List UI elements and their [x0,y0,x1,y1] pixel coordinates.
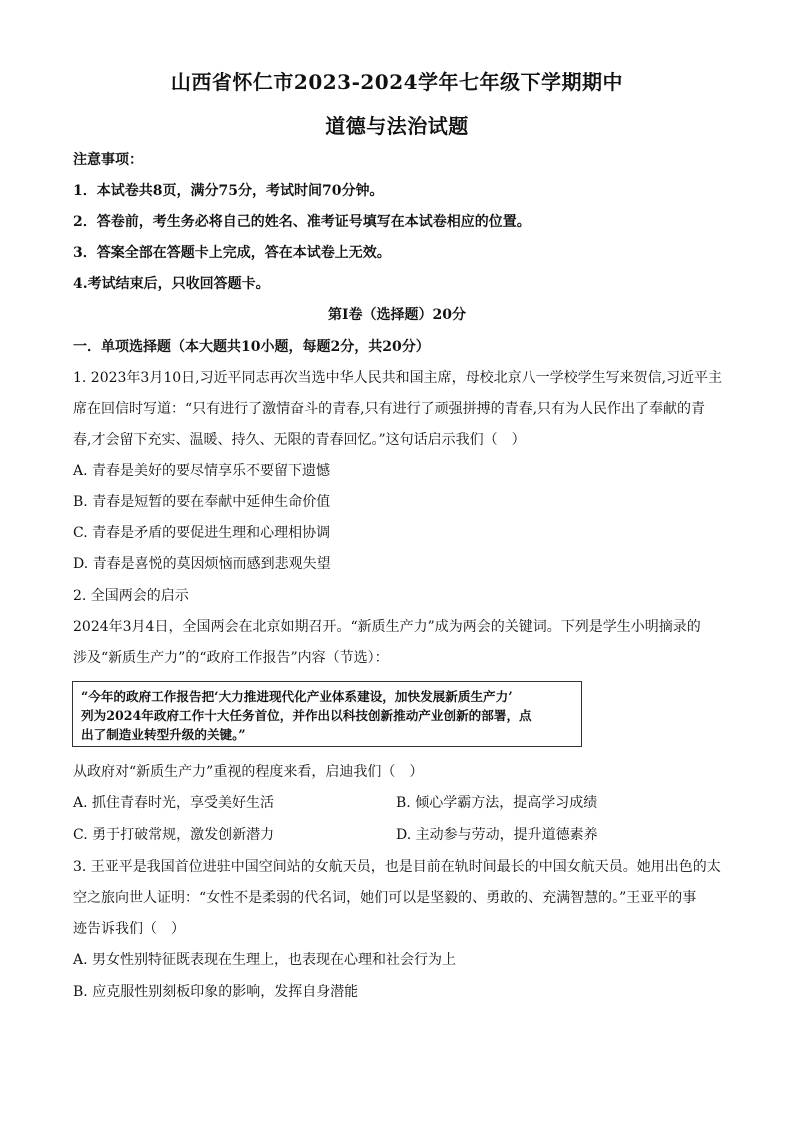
question-1-option-a: A. 青春是美好的要尽情享乐不要留下遗憾 [73,463,331,479]
question-1-line: 1. 2023年3月10日,习近平同志再次当选中华人民共和国主席，母校北京八一学校学生写来贺信,习近平主 [73,370,723,386]
quote-line: 列为2024年政府工作十大任务首位，并作出以科技创新推动产业创新的部署，点 [81,708,532,723]
question-1-line: 席在回信时写道：“只有进行了激情奋斗的青春,只有进行了顽强拼搏的青春,只有为人民作出了奉献的青 [73,401,706,417]
question-3-line: 迹告诉我们（ ） [73,921,185,937]
exam-subtitle: 道德与法治试题 [325,114,469,138]
section-title: 第Ⅰ卷（选择题）20分 [327,307,467,323]
question-2-line: 涉及“新质生产力”的“政府工作报告”内容（节选）： [73,650,389,666]
question-2-stem: 从政府对“新质生产力”重视的程度来看，启迪我们（ ） [73,764,424,780]
question-2-option-b: B. 倾心学霸方法，提高学习成绩 [396,795,598,811]
question-1-option-b: B. 青春是短暂的要在奉献中延伸生命价值 [73,494,331,510]
question-2-option-a: A. 抓住青春时光，享受美好生活 [73,795,275,811]
question-3-line: 3. 王亚平是我国首位进驻中国空间站的女航天员，也是目前在轨时间最长的中国女航天员。她用出色的太 [73,859,721,875]
question-3-option-a: A. 男女性别特征既表现在生理上，也表现在心理和社会行为上 [73,952,457,968]
notice-heading: 注意事项： [73,152,143,168]
quote-box [72,681,582,747]
question-1-line: 春,才会留下充实、温暖、持久、无限的青春回忆。”这句话启示我们（ ） [73,432,526,448]
notice-item: 1．本试卷共8页，满分75分，考试时间70分钟。 [73,183,384,199]
question-1-option-d: D. 青春是喜悦的莫因烦恼而感到悲观失望 [73,556,331,572]
notice-item: 2．答卷前，考生务必将自己的姓名、准考证号填写在本试卷相应的位置。 [73,214,531,230]
question-2-heading: 2. 全国两会的启示 [73,588,189,604]
question-3-line: 空之旅向世人证明：“女性不是柔弱的代名词，她们可以是坚毅的、勇敢的、充满智慧的。”王亚平的事 [73,890,697,906]
question-3-option-b: B. 应克服性别刻板印象的影响，发挥自身潜能 [73,984,359,1000]
notice-item: 4.考试结束后，只收回答题卡。 [73,276,270,292]
question-2-option-c: C. 勇于打破常规，激发创新潜力 [73,827,275,843]
question-2-option-d: D. 主动参与劳动，提升道德素养 [396,827,598,843]
notice-item: 3．答案全部在答题卡上完成，答在本试卷上无效。 [73,245,391,261]
part-title: 一．单项选择题（本大题共10小题，每题2分，共20分） [73,339,430,355]
exam-title: 山西省怀仁市2023-2024学年七年级下学期期中 [170,70,624,94]
question-2-line: 2024年3月4日，全国两会在北京如期召开。“新质生产力”成为两会的关键词。下列是学生小明摘录的 [73,619,701,635]
quote-line: 出了制造业转型升级的关键。” [81,727,246,742]
quote-line: “今年的政府工作报告把‘大力推进现代化产业体系建设，加快发展新质生产力’ [81,689,513,704]
question-1-option-c: C. 青春是矛盾的要促进生理和心理相协调 [73,525,331,541]
